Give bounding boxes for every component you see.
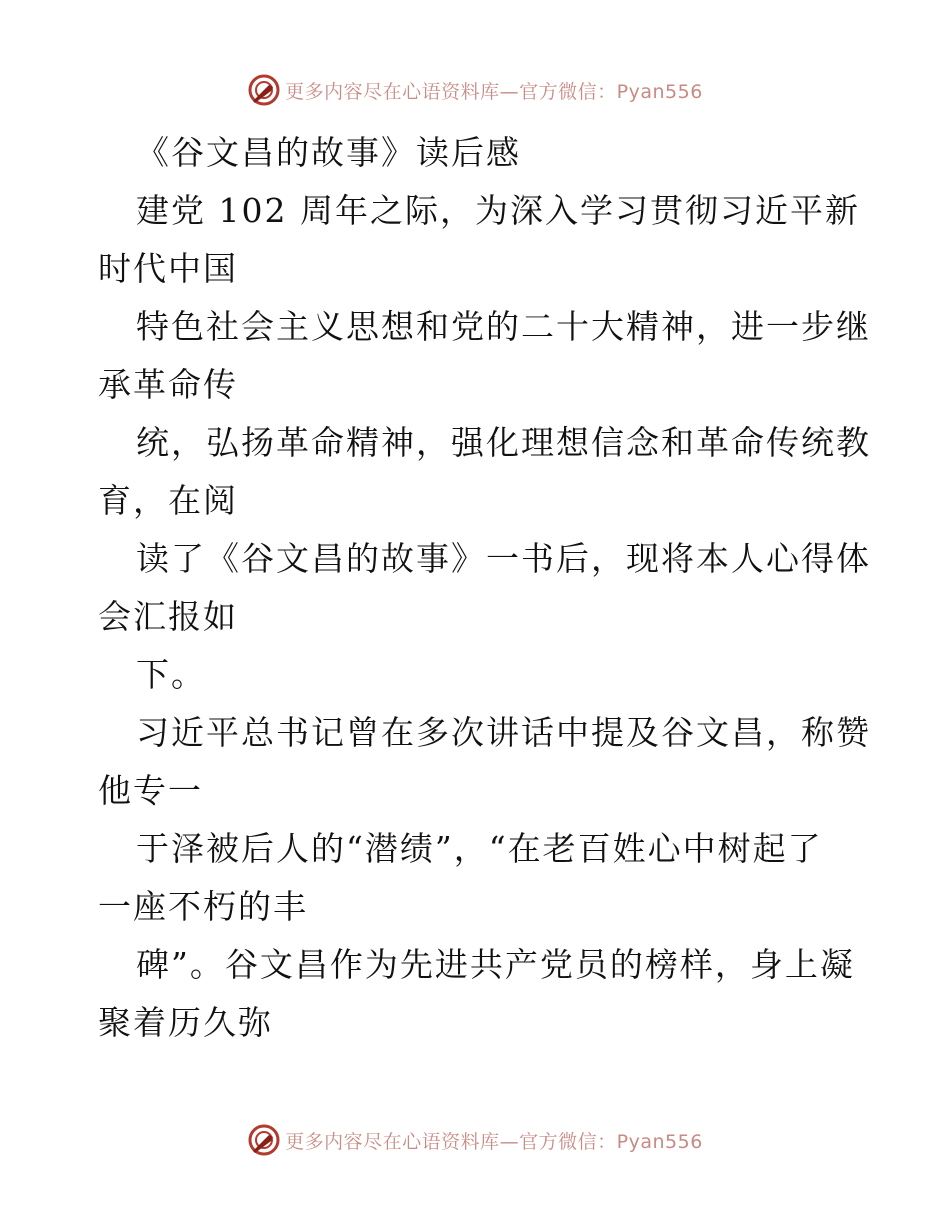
paragraph-line: 特色社会主义思想和党的二十大精神，进一步继 (136, 307, 871, 346)
paragraph-line: 下。 (136, 655, 206, 694)
header-watermark (0, 70, 950, 110)
paragraph-line: 建党 102 周年之际，为深入学习贯彻习近平新 (136, 191, 860, 230)
paragraph-line: 育，在阅 (98, 481, 238, 520)
pen-logo-icon (247, 1123, 281, 1157)
paragraph-line: 统，弘扬革命精神，强化理想信念和革命传统教 (136, 423, 871, 462)
paragraph-line: 聚着历久弥 (98, 1003, 273, 1042)
document-body (98, 124, 871, 1052)
paragraph-line: 一座不朽的丰 (98, 887, 308, 926)
footer-watermark (0, 1120, 950, 1160)
paragraph-line: 时代中国 (98, 249, 238, 288)
watermark-text: 更多内容尽在心语资料库—官方微信：Pyan556 (285, 1130, 703, 1153)
paragraph-line: 读了《谷文昌的故事》一书后，现将本人心得体 (136, 539, 871, 578)
paragraph-line: 碑”。谷文昌作为先进共产党员的榜样，身上凝 (136, 945, 855, 984)
paragraph-line: 习近平总书记曾在多次讲话中提及谷文昌，称赞 (136, 713, 871, 752)
paragraph-line: 承革命传 (98, 365, 238, 404)
pen-logo-icon (247, 73, 281, 107)
document-title: 《谷文昌的故事》读后感 (136, 133, 521, 172)
paragraph-line: 于泽被后人的“潜绩”，“在老百姓心中树起了 (136, 829, 823, 868)
watermark-text: 更多内容尽在心语资料库—官方微信：Pyan556 (285, 80, 703, 103)
paragraph-line: 他专一 (98, 771, 203, 810)
paragraph-line: 会汇报如 (98, 597, 238, 636)
